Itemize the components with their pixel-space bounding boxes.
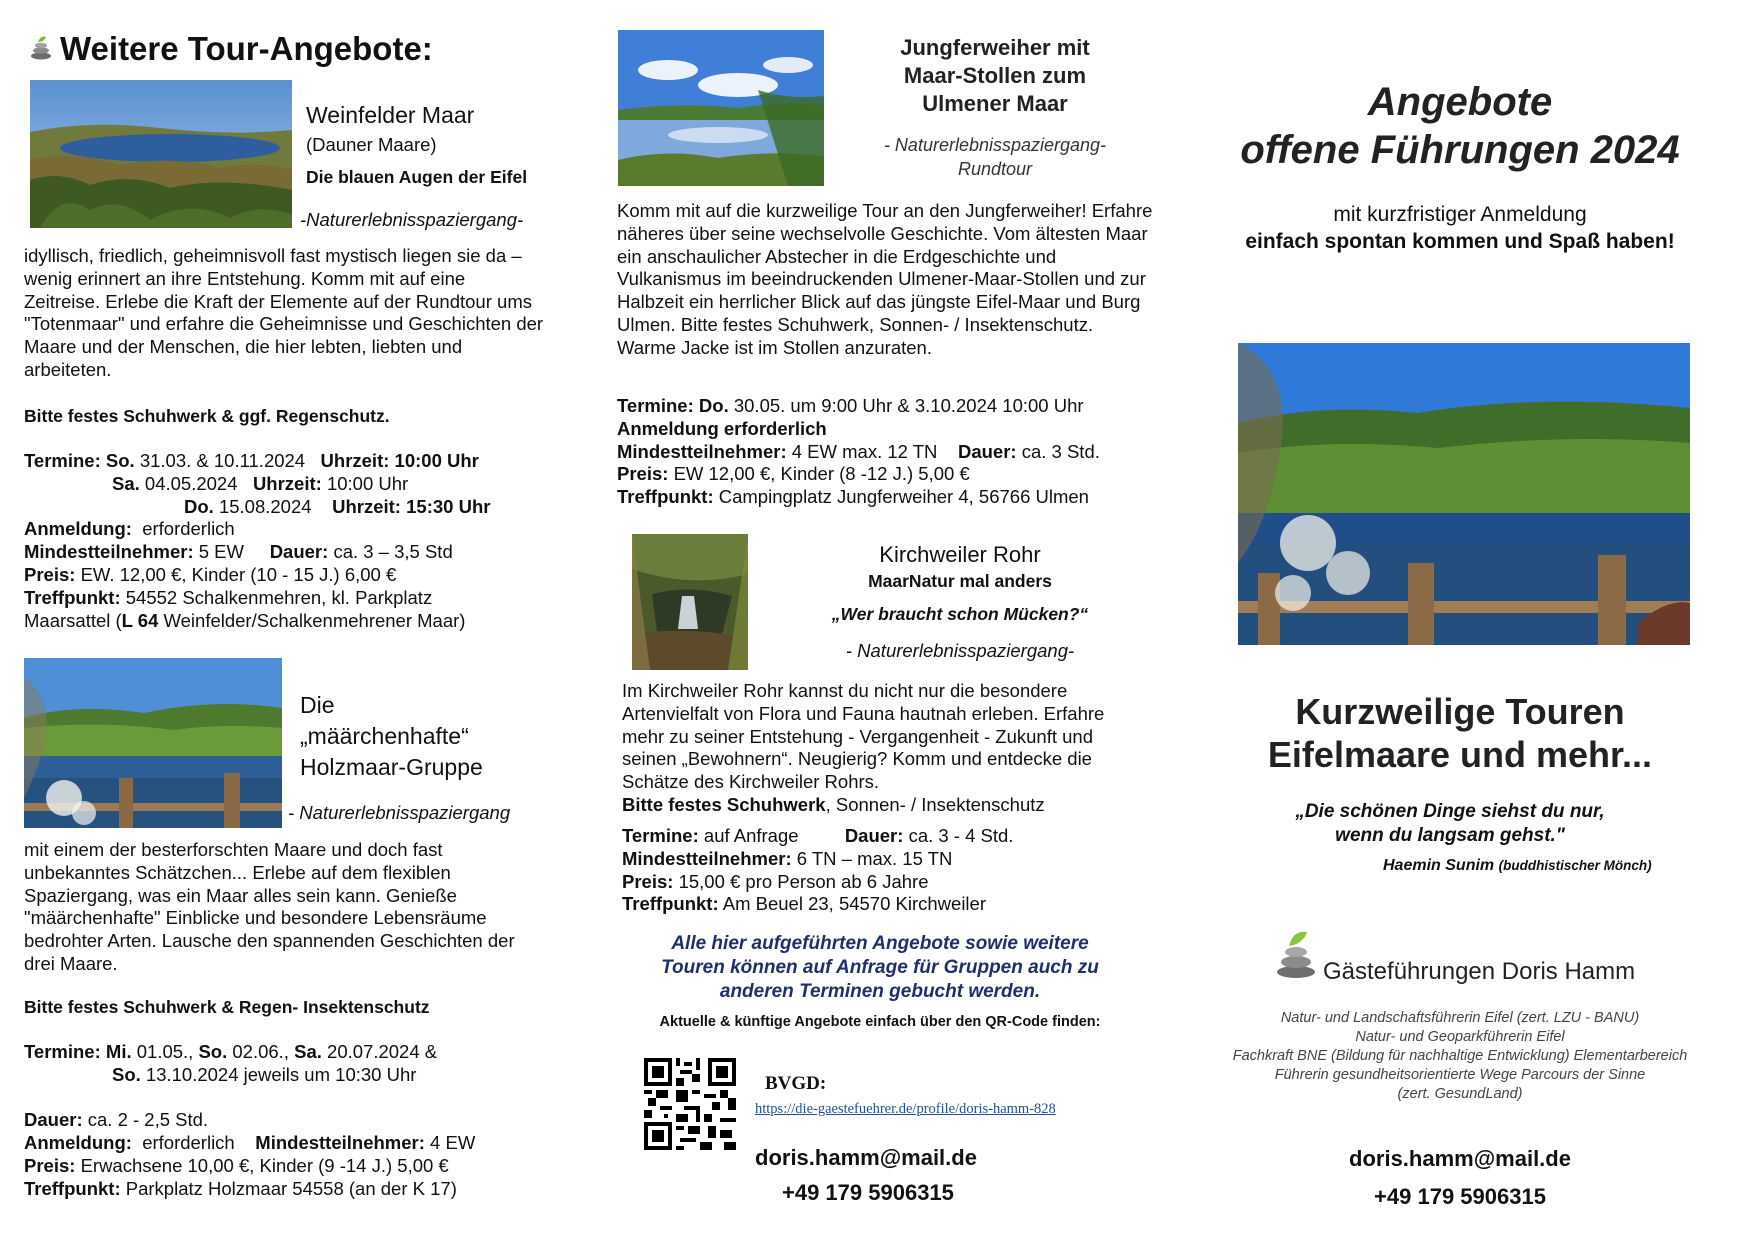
termine-day: So. — [198, 1041, 228, 1062]
treff-value: Campingplatz Jungferweiher 4, 56766 Ulmen — [718, 486, 1089, 508]
jungfer-details — [617, 395, 1177, 509]
dauer-value: ca. 2 - 2,5 Std. — [87, 1109, 209, 1131]
termine-day: Mi. — [105, 1041, 132, 1062]
credentials — [1190, 1009, 1730, 1104]
stones-logo-icon — [1275, 926, 1317, 980]
termine-label: Termine: — [24, 450, 101, 471]
preis-label: Preis: — [622, 870, 674, 892]
cover-quote — [1190, 800, 1710, 848]
termine-label: Termine: — [622, 825, 699, 846]
page-heading: Weitere Tour-Angebote: — [60, 30, 433, 67]
min-value: 6 TN – max. 15 TN — [796, 847, 953, 869]
treff-label: Treffpunkt: — [24, 586, 121, 608]
weinfelder-maar-photo — [30, 80, 292, 228]
termine-day: Do. — [698, 395, 729, 416]
cover-email[interactable]: doris.hamm@mail.de — [1349, 1146, 1571, 1171]
preis-value: Erwachsene 10,00 €, Kinder (9 -14 J.) 5,00 € — [80, 1154, 449, 1176]
jungferweiher-photo — [618, 30, 824, 186]
weinfelder-title: Weinfelder Maar — [306, 102, 475, 128]
phone[interactable]: +49 179 5906315 — [782, 1180, 954, 1205]
holzmaar-title-line-2: „määrchenhafte“ — [300, 723, 469, 749]
cover-title-line-1: Angebote — [1367, 80, 1553, 124]
cover-quote-line-2: wenn du langsam gehst." — [1335, 825, 1565, 846]
anmeldung-label: Anmeldung: — [24, 518, 132, 540]
holzmaar-note: Bitte festes Schuhwerk & Regen- Insektenschutz — [24, 997, 430, 1017]
credential-5: (zert. GesundLand) — [1397, 1086, 1523, 1102]
uhrzeit-label: Uhrzeit: — [320, 450, 390, 471]
jungfer-type — [810, 133, 1180, 181]
column-right — [1190, 0, 1754, 1240]
uhrzeit-value: 10:00 Uhr — [394, 450, 479, 471]
preis-label: Preis: — [24, 1154, 76, 1176]
treff-value: Parkplatz Holzmaar 54558 (an der K 17) — [125, 1177, 457, 1199]
kirchweiler-details — [622, 825, 1162, 916]
preis-label: Preis: — [24, 563, 76, 585]
dauer-value: ca. 3 Std. — [1021, 440, 1100, 462]
jungfer-type-line-2: Rundtour — [957, 159, 1033, 179]
preis-value: EW. 12,00 €, Kinder (10 - 15 J.) 6,00 € — [80, 563, 397, 585]
credential-1: Natur- und Landschaftsführerin Eifel (zert. LZU - BANU) — [1280, 1010, 1640, 1026]
quote-author — [1383, 857, 1652, 875]
uhrzeit-label: Uhrzeit: — [252, 472, 322, 494]
treff-value: Am Beuel 23, 54570 Kirchweiler — [722, 893, 986, 915]
groups-note-line-3: anderen Terminen gebucht werden. — [719, 981, 1041, 1002]
kirchweiler-title: Kirchweiler Rohr — [879, 542, 1041, 567]
anmeldung-value: erforderlich — [142, 518, 235, 540]
kirchweiler-type: - Naturerlebnisspaziergang- — [845, 640, 1075, 661]
column-left — [0, 0, 560, 1240]
holzmaar-description: mit einem der besterforschten Maare und doch fast unbekanntes Schätzchen... Erlebe auf dem flexiblen Spaziergang, was ein Maar alles sein kann. Genieße "määrchenhafte" Einblicke und besondere Lebensräume bedrohter Arten. Lausche den spannenden Geschichten der drei Maare. — [24, 839, 515, 974]
credential-3: Fachkraft BNE (Bildung für nachhaltige Entwicklung) Elementarbereich — [1232, 1048, 1688, 1064]
cover-title-line-2: offene Führungen 2024 — [1240, 128, 1680, 172]
bvgd-link[interactable]: https://die-gaestefuehrer.de/profile/doris-hamm-828 — [755, 1101, 1056, 1117]
termine-date: 01.05., — [136, 1041, 194, 1062]
min-value: 4 EW — [430, 1132, 476, 1154]
cover-title — [1190, 78, 1730, 174]
dauer-value: ca. 3 – 3,5 Std — [333, 541, 453, 563]
credential-4: Führerin gesundheitsorientierte Wege Parcours der Sinne — [1274, 1067, 1646, 1083]
weinfelder-type: -Naturerlebnisspaziergang- — [300, 209, 524, 230]
termine-label: Termine: — [24, 1041, 101, 1062]
termine-date: 13.10.2024 jeweils um 10:30 Uhr — [145, 1063, 417, 1085]
termine-day: So. — [105, 450, 135, 471]
anmeldung-value: erforderlich — [142, 1132, 235, 1154]
holzmaar-details — [24, 1041, 554, 1201]
groups-note — [610, 932, 1150, 1004]
qr-code[interactable] — [644, 1058, 736, 1150]
uhrzeit-value: 15:30 Uhr — [406, 495, 491, 517]
stones-logo-icon — [30, 34, 52, 60]
weinfelder-details — [24, 450, 554, 632]
treff-label: Treffpunkt: — [24, 1177, 121, 1199]
jungfer-type-line-1: - Naturerlebnisspaziergang- — [883, 135, 1107, 155]
kirchweiler-note-bold: Bitte festes Schuhwerk — [622, 794, 826, 815]
uhrzeit-label: Uhrzeit: — [332, 495, 401, 517]
min-value: 4 EW max. 12 TN — [791, 440, 938, 462]
holzmaar-type: - Naturerlebnisspaziergang — [288, 802, 511, 823]
kirchweiler-note-rest: , Sonnen- / Insektenschutz — [825, 794, 1045, 815]
dauer-label: Dauer: — [957, 440, 1017, 462]
weinfelder-description: idyllisch, friedlich, geheimnisvoll fast mystisch liegen sie da – wenig erinnert an ihre Entstehung. Komm mit auf eine Zeitreise. Erlebe die Kraft der Elemente auf der Rundtour ums "Totenmaar" und erfahre die Geheimnisse und Geschichten der Maare und der Menschen, die hier lebten, liebten und arbeiteten. — [24, 245, 544, 380]
kirchweiler-quote: „Wer braucht schon Mücken?“ — [831, 604, 1089, 624]
cover-phone[interactable]: +49 179 5906315 — [1374, 1184, 1546, 1209]
jungfer-title-line-3: Ulmener Maar — [922, 91, 1068, 116]
termine-value: auf Anfrage — [703, 825, 799, 846]
treff-value: 54552 Schalkenmehren, kl. Parkplatz — [125, 586, 433, 608]
termine-value: 30.05. um 9:00 Uhr & 3.10.2024 10:00 Uhr — [733, 395, 1084, 416]
termine-date: 02.06., — [232, 1041, 289, 1062]
holzmaar-title — [300, 690, 483, 783]
weinfelder-tagline: Die blauen Augen der Eifel — [306, 167, 528, 187]
treff-value-2: Maarsattel ( — [24, 609, 122, 631]
dauer-value: ca. 3 - 4 Std. — [908, 825, 1014, 846]
holzmaar-title-line-1: Die — [300, 692, 335, 718]
termine-day: So. — [112, 1063, 141, 1085]
cover-headline — [1190, 690, 1730, 776]
preis-value: 15,00 € pro Person ab 6 Jahre — [678, 870, 929, 892]
cover-subtitle-2: einfach spontan kommen und Spaß haben! — [1245, 230, 1675, 253]
dauer-label: Dauer: — [844, 825, 904, 846]
termine-dates: 04.05.2024 — [144, 472, 238, 494]
kirchweiler-subtitle: MaarNatur mal anders — [868, 571, 1052, 591]
preis-label: Preis: — [617, 463, 669, 485]
min-label: Mindestteilnehmer: — [617, 440, 787, 462]
kirchweiler-note — [622, 794, 1045, 817]
termine-dates: 31.03. & 10.11.2024 — [139, 450, 306, 471]
weinfelder-subtitle: (Dauner Maare) — [306, 134, 437, 155]
min-value: 5 EW — [198, 541, 244, 563]
termine-day: Sa. — [294, 1041, 322, 1062]
dauer-label: Dauer: — [24, 1109, 83, 1131]
dauer-label: Dauer: — [269, 541, 329, 563]
qr-note: Aktuelle & künftige Angebote einfach über den QR-Code finden: — [659, 1014, 1101, 1030]
min-label: Mindestteilnehmer: — [622, 847, 792, 869]
min-label: Mindestteilnehmer: — [24, 541, 194, 563]
groups-note-line-2: Touren können auf Anfrage für Gruppen auch zu — [661, 957, 1099, 978]
holzmaar-photo — [24, 658, 282, 828]
preis-value: EW 12,00 €, Kinder (8 -12 J.) 5,00 € — [673, 463, 970, 485]
cover-headline-line-1: Kurzweilige Touren — [1295, 691, 1625, 732]
column-middle — [600, 0, 1180, 1240]
weinfelder-note: Bitte festes Schuhwerk & ggf. Regenschutz. — [24, 406, 390, 426]
jungfer-description: Komm mit auf die kurzweilige Tour an den Jungferweiher! Erfahre näheres über seine wechselvolle Geschichte. Vom ältesten Maar ein anschaulicher Abstecher in die Erdgeschichte und Vulkanismus im beeindruckenden Ulmener-Maar-Stollen und zur Halbzeit ein herrlicher Blick auf das jüngste Eifel-Maar und Burg Ulmen. Bitte festes Schuhwerk, Sonnen- / Insektenschutz. Warme Jacke ist im Stollen anzuraten. — [617, 200, 1153, 358]
cover-subtitle-1: mit kurzfristiger Anmeldung — [1333, 203, 1587, 226]
brand-name: Gästeführungen Doris Hamm — [1323, 958, 1636, 985]
cover-quote-line-1: „Die schönen Dinge siehst du nur, — [1295, 801, 1605, 822]
treff-value-3: Weinfelder/Schalkenmehrener Maar) — [158, 609, 466, 631]
road-number: L 64 — [121, 609, 159, 631]
termine-dates: 15.08.2024 — [218, 495, 312, 517]
min-label: Mindestteilnehmer: — [255, 1132, 425, 1154]
jungfer-title-line-1: Jungferweiher mit — [900, 35, 1090, 60]
jungfer-title — [810, 34, 1180, 118]
treff-label: Treffpunkt: — [622, 893, 719, 915]
holzmaar-title-line-3: Holzmaar-Gruppe — [300, 754, 483, 780]
quote-author-name: Haemin Sunim — [1383, 857, 1495, 874]
cover-headline-line-2: Eifelmaare und mehr... — [1267, 734, 1653, 775]
anmeldung-label: Anmeldung: — [24, 1132, 132, 1154]
termine-label: Termine: — [617, 395, 694, 416]
kirchweiler-description: Im Kirchweiler Rohr kannst du nicht nur die besondere Artenvielfalt von Flora und Fauna hautnah erleben. Erfahre mehr zu seiner Entstehung - Vergangenheit - Zukunft und seinen „Bewohnern“. Neugierig? Komm und entdecke die Schätze des Kirchweiler Rohrs. — [622, 680, 1105, 793]
termine-day: Do. — [184, 495, 214, 517]
termine-day: Sa. — [112, 472, 140, 494]
uhrzeit-value: 10:00 Uhr — [326, 472, 409, 494]
cover-photo — [1238, 343, 1690, 645]
email[interactable]: doris.hamm@mail.de — [755, 1145, 977, 1170]
treff-label: Treffpunkt: — [617, 486, 714, 508]
credential-2: Natur- und Geoparkführerin Eifel — [1355, 1029, 1565, 1045]
quote-author-note: (buddhistischer Mönch) — [1498, 858, 1652, 873]
groups-note-line-1: Alle hier aufgeführten Angebote sowie weitere — [671, 933, 1089, 954]
kirchweiler-photo — [632, 534, 748, 670]
jungfer-title-line-2: Maar-Stollen zum — [903, 63, 1087, 88]
bvgd-label: BVGD: — [765, 1073, 827, 1094]
anmeldung-value: Anmeldung erforderlich — [617, 417, 827, 439]
termine-date: 20.07.2024 & — [327, 1041, 438, 1062]
